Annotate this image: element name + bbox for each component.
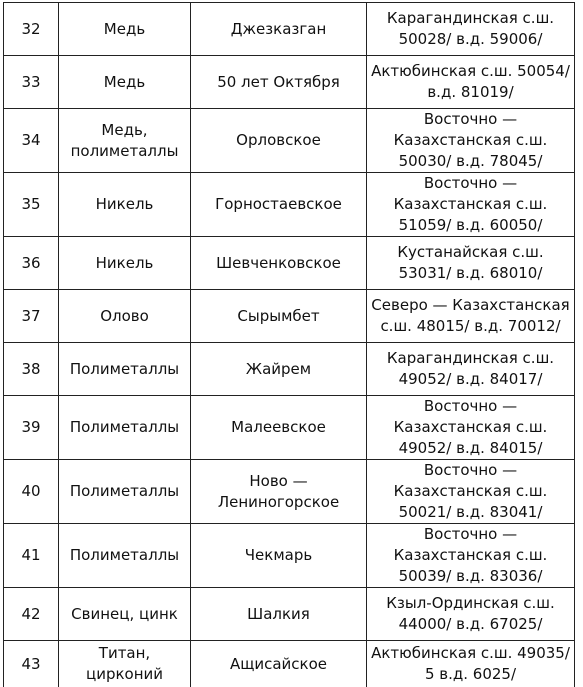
table-row <box>4 3 575 56</box>
location-cell: Восточно — Казахстанская с.ш. 50039/ в.д. 83036/ <box>367 524 575 588</box>
deposit-name-cell: Джезказган <box>191 3 367 56</box>
location-cell: Восточно — Казахстанская с.ш. 50030/ в.д. 78045/ <box>367 109 575 173</box>
table-row <box>4 173 575 237</box>
row-number-cell: 43 <box>4 641 59 687</box>
row-number-cell: 32 <box>4 3 59 56</box>
metal-cell: Медь <box>59 56 191 109</box>
row-number-cell: 38 <box>4 343 59 396</box>
metal-cell: Титан, цирконий <box>59 641 191 687</box>
table-row <box>4 460 575 524</box>
table-row <box>4 588 575 641</box>
location-cell: Актюбинская с.ш. 49035/ 5 в.д. 6025/ <box>367 641 575 687</box>
deposits-table <box>3 2 575 687</box>
deposit-name-cell: Сырымбет <box>191 290 367 343</box>
table-row <box>4 343 575 396</box>
deposit-name-cell: Орловское <box>191 109 367 173</box>
row-number-cell: 39 <box>4 396 59 460</box>
location-cell: Кзыл-Ординская с.ш. 44000/ в.д. 67025/ <box>367 588 575 641</box>
metal-cell: Полиметаллы <box>59 396 191 460</box>
deposit-name-cell: Малеевское <box>191 396 367 460</box>
table-row <box>4 396 575 460</box>
metal-cell: Олово <box>59 290 191 343</box>
location-cell: Карагандинская с.ш. 49052/ в.д. 84017/ <box>367 343 575 396</box>
location-cell: Северо — Казахстанская с.ш. 48015/ в.д. 70012/ <box>367 290 575 343</box>
deposit-name-cell: 50 лет Октября <box>191 56 367 109</box>
row-number-cell: 36 <box>4 237 59 290</box>
deposit-name-cell: Горностаевское <box>191 173 367 237</box>
table-row <box>4 641 575 687</box>
deposits-table-body <box>4 3 575 687</box>
table-row <box>4 290 575 343</box>
table-row <box>4 56 575 109</box>
metal-cell: Медь, полиметаллы <box>59 109 191 173</box>
row-number-cell: 35 <box>4 173 59 237</box>
metal-cell: Свинец, цинк <box>59 588 191 641</box>
metal-cell: Никель <box>59 173 191 237</box>
metal-cell: Полиметаллы <box>59 343 191 396</box>
metal-cell: Полиметаллы <box>59 524 191 588</box>
location-cell: Кустанайская с.ш. 53031/ в.д. 68010/ <box>367 237 575 290</box>
table-row <box>4 109 575 173</box>
row-number-cell: 41 <box>4 524 59 588</box>
location-cell: Актюбинская с.ш. 50054/ в.д. 81019/ <box>367 56 575 109</box>
location-cell: Восточно — Казахстанская с.ш. 49052/ в.д. 84015/ <box>367 396 575 460</box>
row-number-cell: 34 <box>4 109 59 173</box>
deposit-name-cell: Ащисайское <box>191 641 367 687</box>
metal-cell: Полиметаллы <box>59 460 191 524</box>
row-number-cell: 40 <box>4 460 59 524</box>
location-cell: Восточно — Казахстанская с.ш. 51059/ в.д. 60050/ <box>367 173 575 237</box>
deposit-name-cell: Ново — Лениногорское <box>191 460 367 524</box>
location-cell: Карагандинская с.ш. 50028/ в.д. 59006/ <box>367 3 575 56</box>
row-number-cell: 42 <box>4 588 59 641</box>
metal-cell: Медь <box>59 3 191 56</box>
row-number-cell: 37 <box>4 290 59 343</box>
deposit-name-cell: Жайрем <box>191 343 367 396</box>
table-row <box>4 524 575 588</box>
deposit-name-cell: Шалкия <box>191 588 367 641</box>
location-cell: Восточно — Казахстанская с.ш. 50021/ в.д. 83041/ <box>367 460 575 524</box>
row-number-cell: 33 <box>4 56 59 109</box>
deposit-name-cell: Чекмарь <box>191 524 367 588</box>
metal-cell: Никель <box>59 237 191 290</box>
deposit-name-cell: Шевченковское <box>191 237 367 290</box>
table-row <box>4 237 575 290</box>
